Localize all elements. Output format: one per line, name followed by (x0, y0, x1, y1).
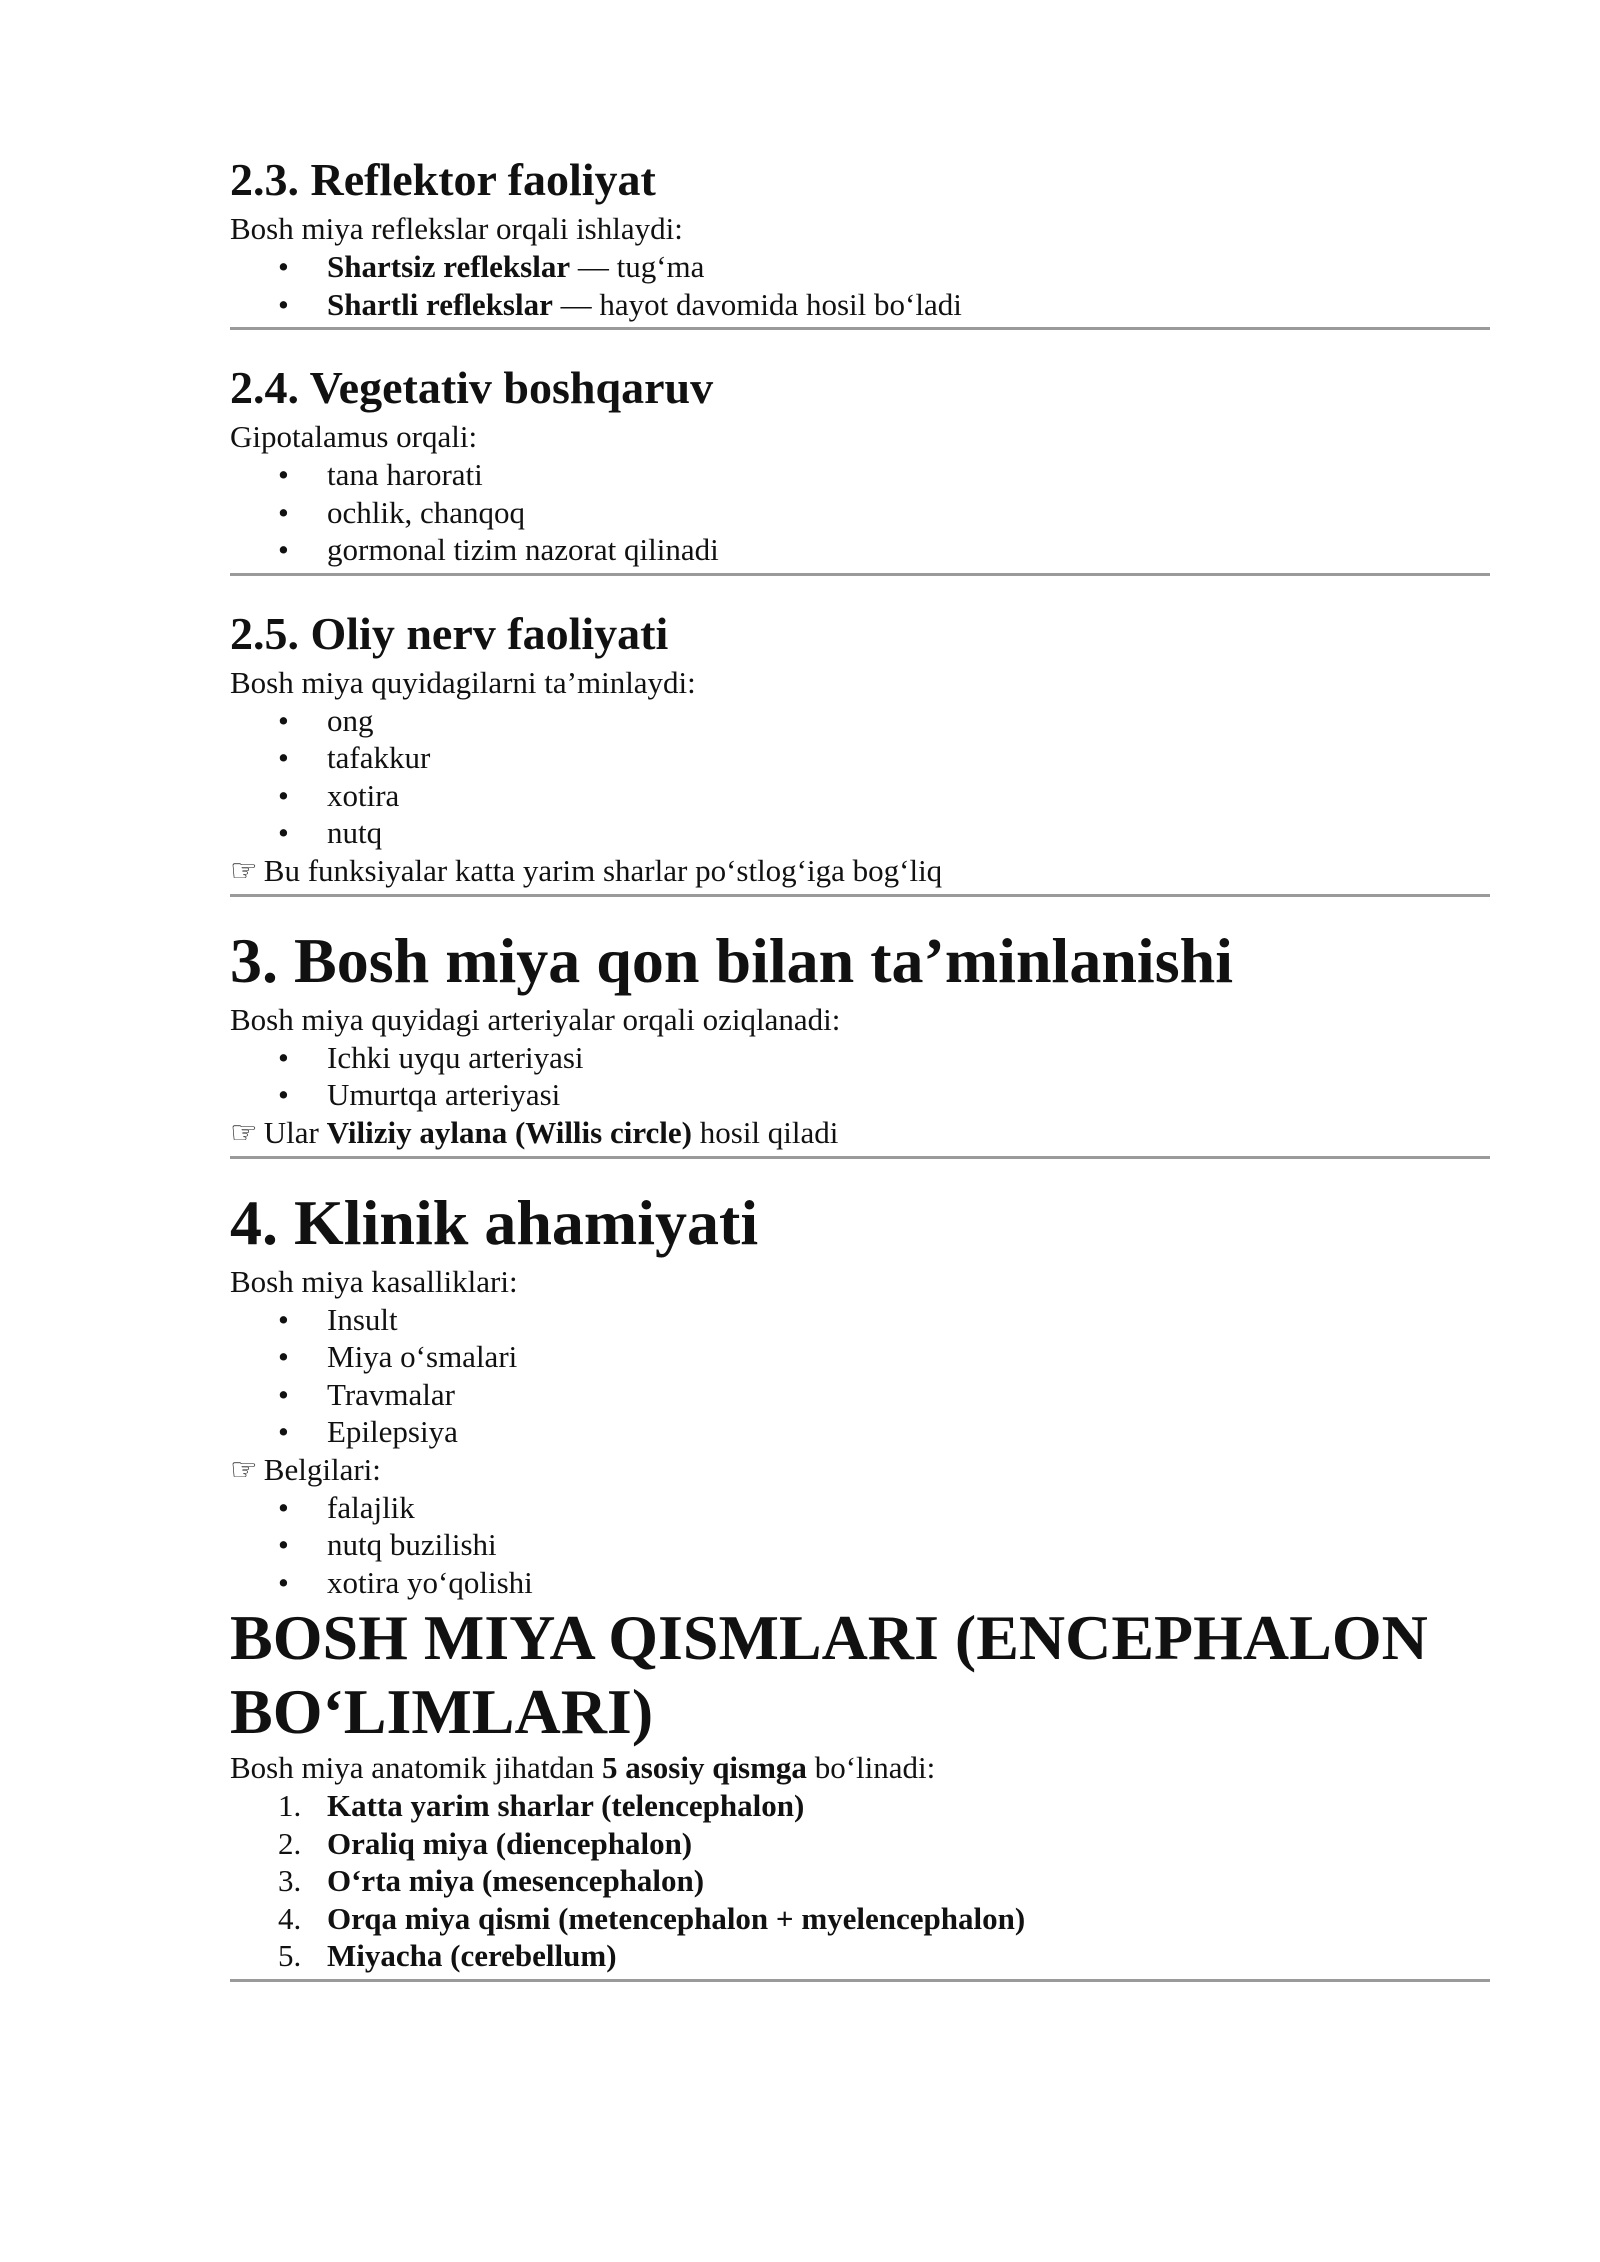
section-heading: 2.3. Reflektor faoliyat (230, 154, 656, 205)
item-description: — tug‘ma (570, 249, 705, 284)
bullet-icon: • (278, 1489, 289, 1525)
bullet-icon: • (278, 740, 289, 775)
item-term: Shartli reflekslar (327, 286, 553, 322)
list-item (230, 702, 1490, 740)
list-item (230, 248, 1490, 286)
chapter-heading: 4. Klinik ahamiyati (230, 1186, 759, 1258)
list-item (230, 531, 1490, 569)
list-item (230, 777, 1490, 815)
list-item (230, 1413, 1490, 1451)
pointing-hand-icon: ☞ (230, 852, 258, 888)
item-text: Insult (327, 1301, 398, 1337)
list-item (230, 739, 1490, 777)
item-text: Miyacha (cerebellum) (327, 1938, 617, 1973)
item-number: 3. (278, 1863, 302, 1898)
section-intro: Bosh miya quyidagilarni ta’minlaydi: (230, 664, 696, 700)
function-list (230, 702, 1490, 852)
bullet-icon: • (278, 1564, 289, 1600)
section-note (230, 1451, 1490, 1489)
bullet-icon: • (278, 1414, 289, 1449)
intro-text-bold: 5 asosiy qismga (601, 1750, 807, 1785)
pointing-hand-icon: ☞ (230, 1114, 258, 1150)
bullet-icon: • (278, 494, 289, 530)
bullet-icon: • (278, 1339, 289, 1374)
note-text-pre: Ular (263, 1114, 327, 1150)
section-reflektor-faoliyat (230, 150, 1490, 330)
item-number: 4. (278, 1900, 302, 1936)
bullet-icon: • (278, 1376, 289, 1412)
bullet-icon: • (278, 1077, 289, 1112)
document-page (230, 150, 1490, 1982)
item-description: — hayot davomida hosil bo‘ladi (552, 286, 962, 322)
item-text: gormonal tizim nazorat qilinadi (327, 532, 719, 567)
item-number: 5. (278, 1938, 302, 1973)
section-oliy-nerv-faoliyati (230, 604, 1490, 897)
intro-text-post: bo‘linadi: (806, 1750, 936, 1785)
list-item (230, 1039, 1490, 1077)
symptom-list (230, 1489, 1490, 1602)
list-item (230, 1376, 1490, 1414)
disease-list (230, 1301, 1490, 1451)
bullet-icon: • (278, 1301, 289, 1337)
pointing-hand-icon: ☞ (230, 1451, 258, 1487)
vegetative-list (230, 456, 1490, 569)
bullet-icon: • (278, 702, 289, 738)
section-bosh-miya-qismlari (230, 1601, 1490, 1982)
item-text: falajlik (327, 1489, 415, 1525)
chapter-heading: BOSH MIYA QISMLARI (ENCEPHALON BO‘LIMLARI) (230, 1602, 1428, 1747)
item-number: 1. (278, 1788, 302, 1823)
chapter-heading: 3. Bosh miya qon bilan ta’minlanishi (230, 924, 1233, 996)
section-note (230, 1114, 1490, 1152)
list-item (230, 456, 1490, 494)
brain-parts-list (230, 1787, 1490, 1975)
bullet-icon: • (278, 1039, 289, 1075)
section-qon-bilan-taminlanishi (230, 921, 1490, 1159)
item-text: tana harorati (327, 457, 483, 492)
item-text: Ichki uyqu arteriyasi (327, 1039, 584, 1075)
item-text: tafakkur (327, 740, 431, 775)
numbered-list-item (230, 1787, 1490, 1825)
note-text: Belgilari: (263, 1451, 381, 1487)
item-text: Miya o‘smalari (327, 1339, 518, 1374)
list-item (230, 494, 1490, 532)
reflex-list (230, 248, 1490, 323)
item-text: xotira (327, 777, 400, 813)
item-text: ong (327, 702, 374, 738)
list-item (230, 286, 1490, 324)
item-text: ochlik, chanqoq (327, 494, 526, 530)
item-text: O‘rta miya (mesencephalon) (327, 1863, 705, 1898)
list-item (230, 1564, 1490, 1602)
list-item (230, 1338, 1490, 1376)
item-text: xotira yo‘qolishi (327, 1564, 533, 1600)
item-text: nutq (327, 815, 383, 850)
item-text: Travmalar (327, 1376, 455, 1412)
section-divider (230, 1979, 1490, 1982)
numbered-list-item (230, 1862, 1490, 1900)
item-text: nutq buzilishi (327, 1527, 497, 1562)
section-klinik-ahamiyati (230, 1183, 1490, 1602)
list-item (230, 1489, 1490, 1527)
bullet-icon: • (278, 777, 289, 813)
bullet-icon: • (278, 249, 289, 284)
section-heading: 2.5. Oliy nerv faoliyati (230, 607, 669, 659)
section-intro: Bosh miya quyidagi arteriyalar orqali oziqlanadi: (230, 1001, 841, 1037)
bullet-icon: • (278, 1527, 289, 1562)
note-text-bold: Viliziy aylana (Willis circle) (326, 1114, 692, 1150)
numbered-list-item (230, 1825, 1490, 1863)
section-vegetativ-boshqaruv (230, 358, 1490, 576)
numbered-list-item (230, 1900, 1490, 1938)
note-text-post: hosil qiladi (692, 1114, 839, 1150)
item-number: 2. (278, 1825, 302, 1861)
section-intro: Bosh miya kasalliklari: (230, 1263, 518, 1299)
list-item (230, 814, 1490, 852)
section-intro (230, 1749, 1490, 1787)
item-term: Shartsiz reflekslar (327, 249, 571, 284)
item-text: Oraliq miya (diencephalon) (327, 1825, 693, 1861)
bullet-icon: • (278, 815, 289, 850)
intro-text-pre: Bosh miya anatomik jihatdan (230, 1750, 602, 1785)
section-heading: 2.4. Vegetativ boshqaruv (230, 362, 714, 413)
section-intro: Gipotalamus orqali: (230, 419, 478, 454)
list-item (230, 1301, 1490, 1339)
section-note (230, 852, 1490, 890)
artery-list (230, 1039, 1490, 1114)
bullet-icon: • (278, 286, 289, 322)
item-text: Katta yarim sharlar (telencephalon) (327, 1788, 805, 1823)
list-item (230, 1526, 1490, 1564)
bullet-icon: • (278, 457, 289, 492)
item-text: Orqa miya qismi (metencephalon + myelencephalon) (327, 1900, 1026, 1936)
note-text: Bu funksiyalar katta yarim sharlar po‘stlog‘iga bog‘liq (263, 852, 943, 888)
bullet-icon: • (278, 532, 289, 567)
item-text: Epilepsiya (327, 1414, 458, 1449)
numbered-list-item (230, 1937, 1490, 1975)
section-intro: Bosh miya reflekslar orqali ishlaydi: (230, 211, 683, 246)
item-text: Umurtqa arteriyasi (327, 1077, 561, 1112)
list-item (230, 1076, 1490, 1114)
